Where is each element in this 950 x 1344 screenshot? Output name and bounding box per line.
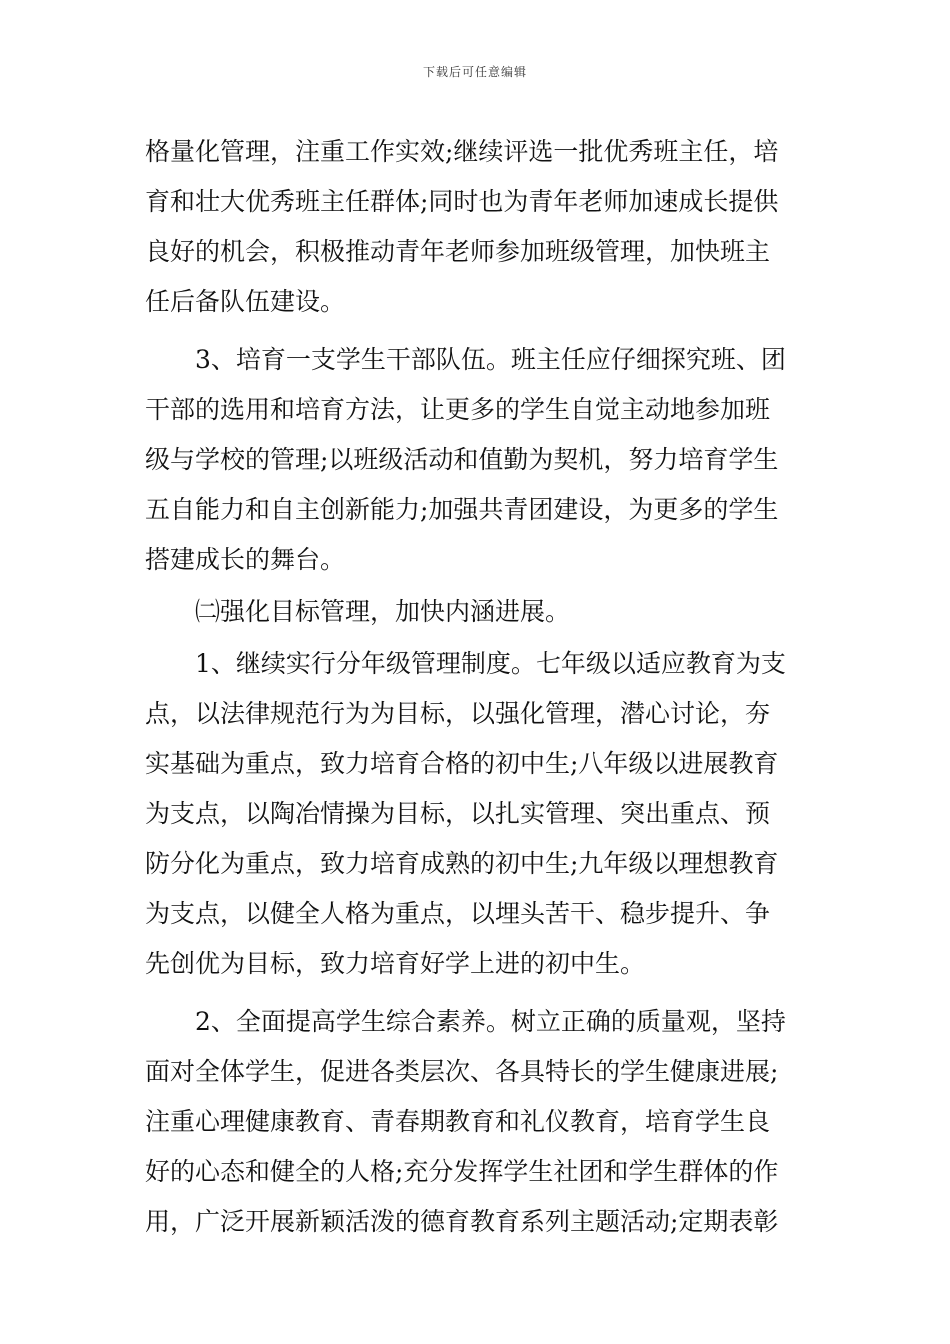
text-line: 先创优为目标，致力培育好学上进的初中生。 (145, 949, 646, 978)
text-line: 任后备队伍建设。 (145, 287, 346, 316)
text-line: 搭建成长的舞台。 (145, 545, 346, 574)
document-body (145, 127, 815, 1247)
paragraph-start-line: 3、培育一支学生干部队伍。班主任应仔细探究班、团 (195, 345, 786, 374)
text-line: 为支点，以陶冶情操为目标，以扎实管理、突出重点、预 (145, 799, 771, 828)
text-line: 良好的机会，积极推动青年老师参加班级管理，加快班主 (145, 237, 771, 266)
text-line: 用，广泛开展新颖活泼的德育教育系列主题活动;定期表彰 (145, 1207, 779, 1236)
page-header: 下载后可任意编辑 (422, 65, 527, 79)
text-line: 育和壮大优秀班主任群体;同时也为青年老师加速成长提供 (145, 187, 779, 216)
text-line: 干部的选用和培育方法，让更多的学生自觉主动地参加班 (145, 395, 771, 424)
text-line: 面对全体学生，促进各类层次、各具特长的学生健康进展; (145, 1057, 779, 1086)
text-line: 级与学校的管理;以班级活动和值勤为契机，努力培育学生 (145, 445, 779, 474)
text-line: 格量化管理，注重工作实效;继续评选一批优秀班主任，培 (145, 137, 779, 166)
text-line: 注重心理健康教育、青春期教育和礼仪教育，培育学生良 (145, 1107, 771, 1136)
text-line: 防分化为重点，致力培育成熟的初中生;九年级以理想教育 (145, 849, 779, 878)
paragraph-start-line: 2、全面提高学生综合素养。树立正确的质量观，坚持 (195, 1007, 786, 1036)
text-line: 点，以法律规范行为为目标，以强化管理，潜心讨论，夯 (145, 699, 771, 728)
text-line: 为支点，以健全人格为重点，以埋头苦干、稳步提升、争 (145, 899, 771, 928)
paragraph-start-line: 1、继续实行分年级管理制度。七年级以适应教育为支 (195, 649, 786, 678)
section-heading: ㈡强化目标管理，加快内涵进展。 (195, 597, 571, 626)
text-line: 好的心态和健全的人格;充分发挥学生社团和学生群体的作 (145, 1157, 779, 1186)
text-line: 五自能力和自主创新能力;加强共青团建设，为更多的学生 (145, 495, 779, 524)
text-line: 实基础为重点，致力培育合格的初中生;八年级以进展教育 (145, 749, 779, 778)
